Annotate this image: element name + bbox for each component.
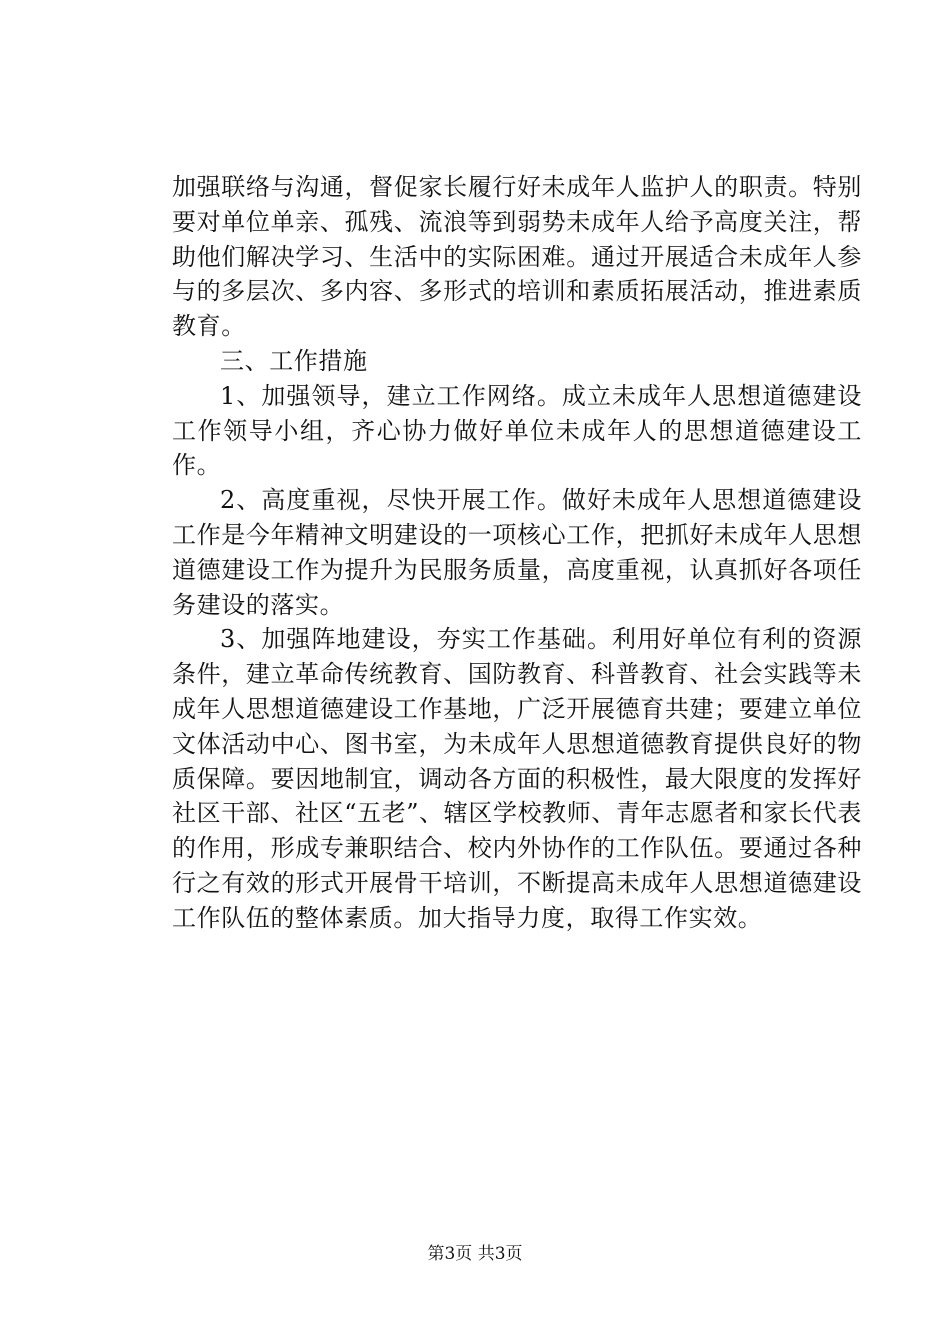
section-heading-work-measures: 三、工作措施: [220, 346, 368, 375]
page-footer: 第3页 共3页: [427, 1244, 523, 1264]
paragraph-measure-3: 3、加强阵地建设，夯实工作基础。利用好单位有利的资源条件，建立革命传统教育、国防教育、科普教育、社会实践等未成年人思想道德建设工作基地，广泛开展德育共建；要建立单位文体活动中心、图书室，为未成年人思想道德教育提供良好的物质保障。要因地制宜，调动各方面的积极性，最大限度的发挥好社区干部、社区“五老”、辖区学校教师、青年志愿者和家长代表的作用，形成专兼职结合、校内外协作的工作队伍。要通过各种行之有效的形式开展骨干培训，不断提高未成年人思想道德建设工作队伍的整体素质。加大指导力度，取得工作实效。: [172, 625, 862, 932]
paragraph-continuation: 加强联络与沟通，督促家长履行好未成年人监护人的职责。特别要对单位单亲、孤残、流浪等到弱势未成年人给予高度关注，帮助他们解决学习、生活中的实际困难。通过开展适合未成年人参与的多层次、多内容、多形式的培训和素质拓展活动，推进素质教育。: [172, 173, 862, 341]
paragraph-measure-2: 2、高度重视，尽快开展工作。做好未成年人思想道德建设工作是今年精神文明建设的一项核心工作，把抓好未成年人思想道德建设工作为提升为民服务质量，高度重视，认真抓好各项任务建设的落实。: [172, 486, 862, 619]
paragraph-measure-1: 1、加强领导，建立工作网络。成立未成年人思想道德建设工作领导小组，齐心协力做好单位未成年人的思想道德建设工作。: [172, 381, 862, 480]
document-body: [172, 170, 862, 936]
